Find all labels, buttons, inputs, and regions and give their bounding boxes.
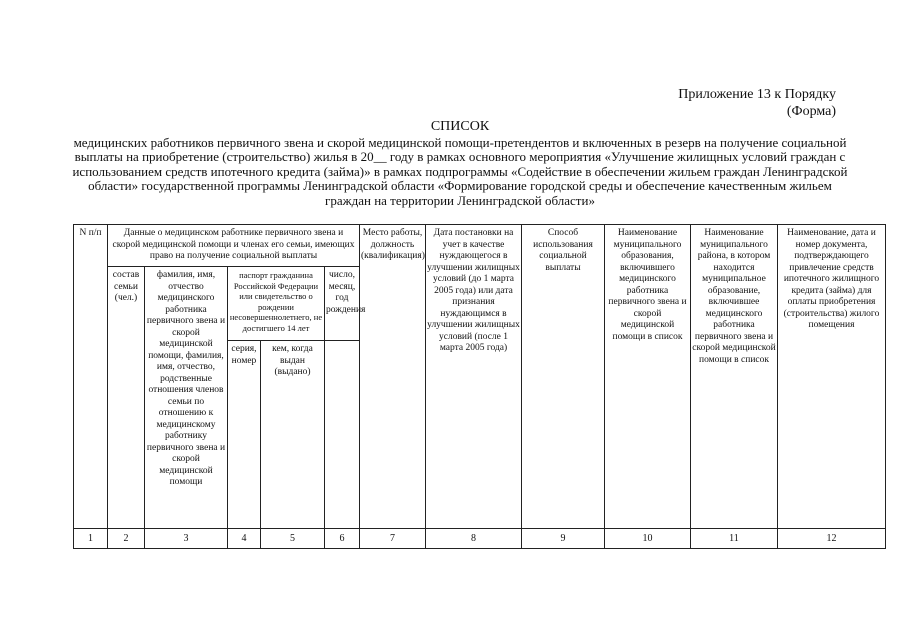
column-number: 2 — [108, 529, 145, 549]
form-label: (Форма) — [786, 104, 836, 119]
title-line: граждан на территории Ленинградской области» — [325, 192, 595, 208]
column-number: 3 — [145, 529, 228, 549]
header-cell-workplace: Место работы, должность (квалификация) — [360, 225, 426, 529]
column-number: 6 — [325, 529, 360, 549]
header-cell-family-size: состав семьи (чел.) — [108, 267, 145, 529]
header-cell-passport-issued: кем, когда выдан (выдано) — [261, 341, 325, 529]
appendix-note — [600, 86, 836, 120]
header-cell-passport-series: серия, номер — [228, 341, 261, 529]
header-cell-passport: паспорт гражданина Российской Федерации или свидетельство о рождении несовершеннолетнего, не достигшего 14 лет — [228, 267, 325, 341]
column-number: 9 — [522, 529, 605, 549]
title-line: области» государственной программы Ленинградской области «Формирование городской среды и обеспечение качественным жильем — [88, 178, 832, 193]
header-cell-district: Наименование муниципального района, в котором находится муниципальное образование, включившее медицинского работника первичного звена и скорой медицинской помощи в список — [691, 225, 778, 529]
title-line: использованием средств ипотечного кредита (займа)» в рамках подпрограммы «Содействие в обеспечении жильем граждан Ленинградской — [72, 163, 848, 179]
title-heading: СПИСОК — [430, 119, 490, 134]
header-cell-payment-method: Способ использования социальной выплаты — [522, 225, 605, 529]
header-cell-full-name: фамилия, имя, отчество медицинского работника первичного звена и скорой медицинской помощи, фамилия, имя, отчество, родственные отношения членов семьи по отношению к медицинскому работнику первичного звена и скорой медицинской помощи — [145, 267, 228, 529]
column-number: 7 — [360, 529, 426, 549]
title-line: медицинских работников первичного звена и скорой медицинской помощи-претендентов и включенных в резерв на получение социальной — [73, 134, 847, 150]
header-cell-birth-date-value — [325, 341, 360, 529]
form-table — [73, 224, 886, 549]
header-cell-birth-date: число, месяц, год рождения — [325, 267, 360, 341]
appendix-line: Приложение 13 к Порядку — [678, 87, 836, 102]
column-number: 12 — [778, 529, 886, 549]
column-number: 8 — [426, 529, 522, 549]
column-number: 1 — [74, 529, 108, 549]
column-number: 5 — [261, 529, 325, 549]
header-cell-registration-date: Дата постановки на учет в качестве нуждающегося в улучшении жилищных условий (до 1 марта 2005 года) или дата признания нуждающимся в улучшении жилищных условий (после 1 марта 2005 года) — [426, 225, 522, 529]
column-number: 10 — [605, 529, 691, 549]
header-cell-number: N п/п — [74, 225, 108, 529]
title-line: выплаты на приобретение (строительство) жилья в 20__ году в рамках основного мероприятия «Улучшение жилищных условий граждан с — [74, 149, 846, 164]
header-cell-loan-document: Наименование, дата и номер документа, подтверждающего привлечение средств ипотечного жилищного кредита (займа) для оплаты приобретения (строительства) жилого помещения — [778, 225, 886, 529]
column-number: 11 — [691, 529, 778, 549]
document-title — [70, 120, 850, 208]
header-cell-municipality: Наименование муниципального образования, включившего медицинского работника первичного звена и скорой медицинской помощи в список — [605, 225, 691, 529]
header-cell-member-data: Данные о медицинском работнике первичного звена и скорой медицинской помощи и членах его семьи, имеющих право на получение социальной выплаты — [108, 225, 360, 267]
column-number: 4 — [228, 529, 261, 549]
